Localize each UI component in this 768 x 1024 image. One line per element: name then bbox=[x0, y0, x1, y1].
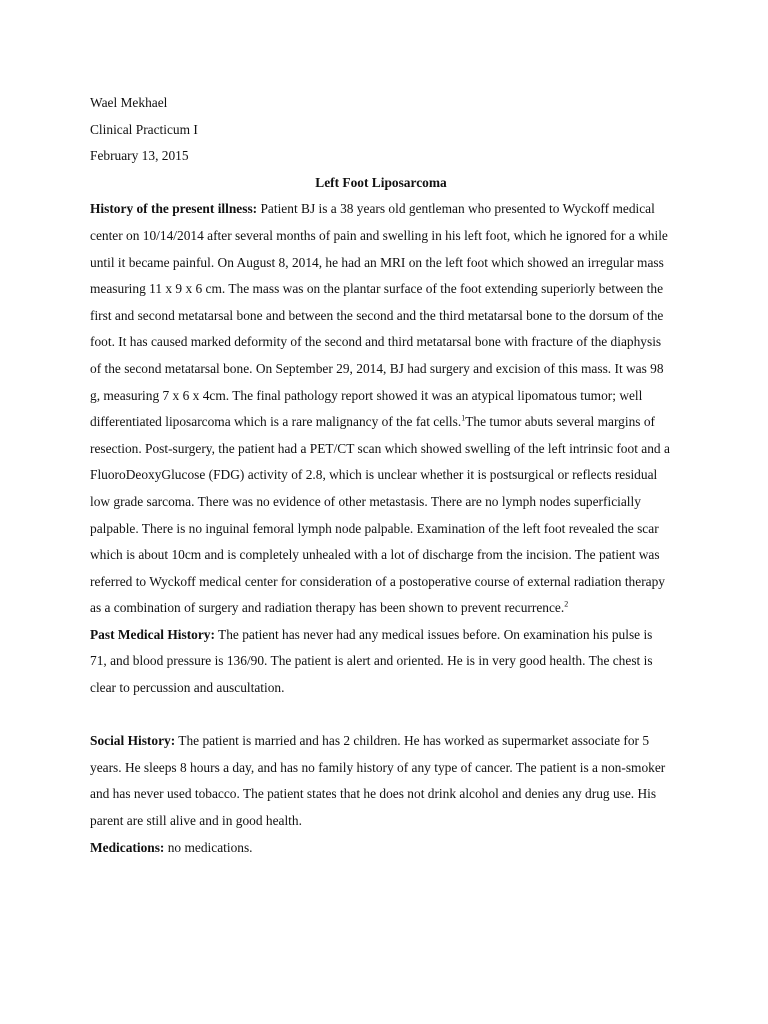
hpi-text-part2: The tumor abuts several margins of resection. Post-surgery, the patient had a PET/CT scan which showed swelling of the left intrinsic foot and a FluoroDeoxyGlucose (FDG) activity of 2.8, which is unclear whether it is postsurgical or reflects residual low grade sarcoma. There was no evidence of other metastasis. There are no lymph nodes superficially palpable. There is no inguinal femoral lymph node palpable. Examination of the left foot revealed the scar which is about 10cm and is completely unhealed with a lot of discharge from the incision. The patient was referred to Wyckoff medical center for consideration of a postoperative course of external radiation therapy as a combination of surgery and radiation therapy has been shown to prevent recurrence. bbox=[90, 414, 670, 616]
document-date: February 13, 2015 bbox=[90, 148, 189, 164]
social-history-label: Social History: bbox=[90, 733, 176, 749]
pmh-text: The patient has never had any medical issues before. On examination his pulse is 71, and blood pressure is 136/90. The patient is alert and oriented. He is in very good health. The chest is clear to percussion and auscultation. bbox=[90, 626, 653, 696]
document-title: Left Foot Liposarcoma bbox=[315, 174, 447, 190]
medications-text: no medications. bbox=[164, 839, 253, 855]
hpi-text-part1: Patient BJ is a 38 years old gentleman who presented to Wyckoff medical center on 10/14/2014 after several months of pain and swelling in his left foot, which he ignored for a while until it became painful. On August 8, 2014, he had an MRI on the left foot which showed an irregular mass measuring 11 x 9 x 6 cm. The mass was on the plantar surface of the foot extending superiorly between the first and second metatarsal bone and between the second and the third metatarsal bone to the dorsum of the foot. It has caused marked deformity of the second and third metatarsal bone with fracture of the diaphysis of the second metatarsal bone. On September 29, 2014, BJ had surgery and excision of this mass. It was 98 g, measuring 7 x 6 x 4cm. The final pathology report showed it was an atypical lipomatous tumor; well differentiated liposarcoma which is a rare malignancy of the fat cells. bbox=[90, 201, 668, 430]
social-history-section bbox=[90, 728, 672, 834]
pmh-label: Past Medical History: bbox=[90, 626, 215, 642]
reference-1: 1 bbox=[461, 413, 466, 423]
medications-label: Medications: bbox=[90, 839, 165, 855]
social-history-text: The patient is married and has 2 children. He has worked as supermarket associate for 5 years. He sleeps 8 hours a day, and has no family history of any type of cancer. The patient is a non-smoker and has never used tobacco. The patient states that he does not drink alcohol and denies any drug use. His parent are still alive and in good health. bbox=[90, 733, 666, 829]
course-name: Clinical Practicum I bbox=[90, 121, 198, 137]
hpi-label: History of the present illness: bbox=[90, 201, 258, 217]
reference-2: 2 bbox=[564, 599, 569, 609]
medications-section bbox=[90, 835, 672, 862]
hpi-section bbox=[90, 196, 672, 622]
author-name: Wael Mekhael bbox=[90, 95, 168, 110]
pmh-section bbox=[90, 622, 672, 702]
